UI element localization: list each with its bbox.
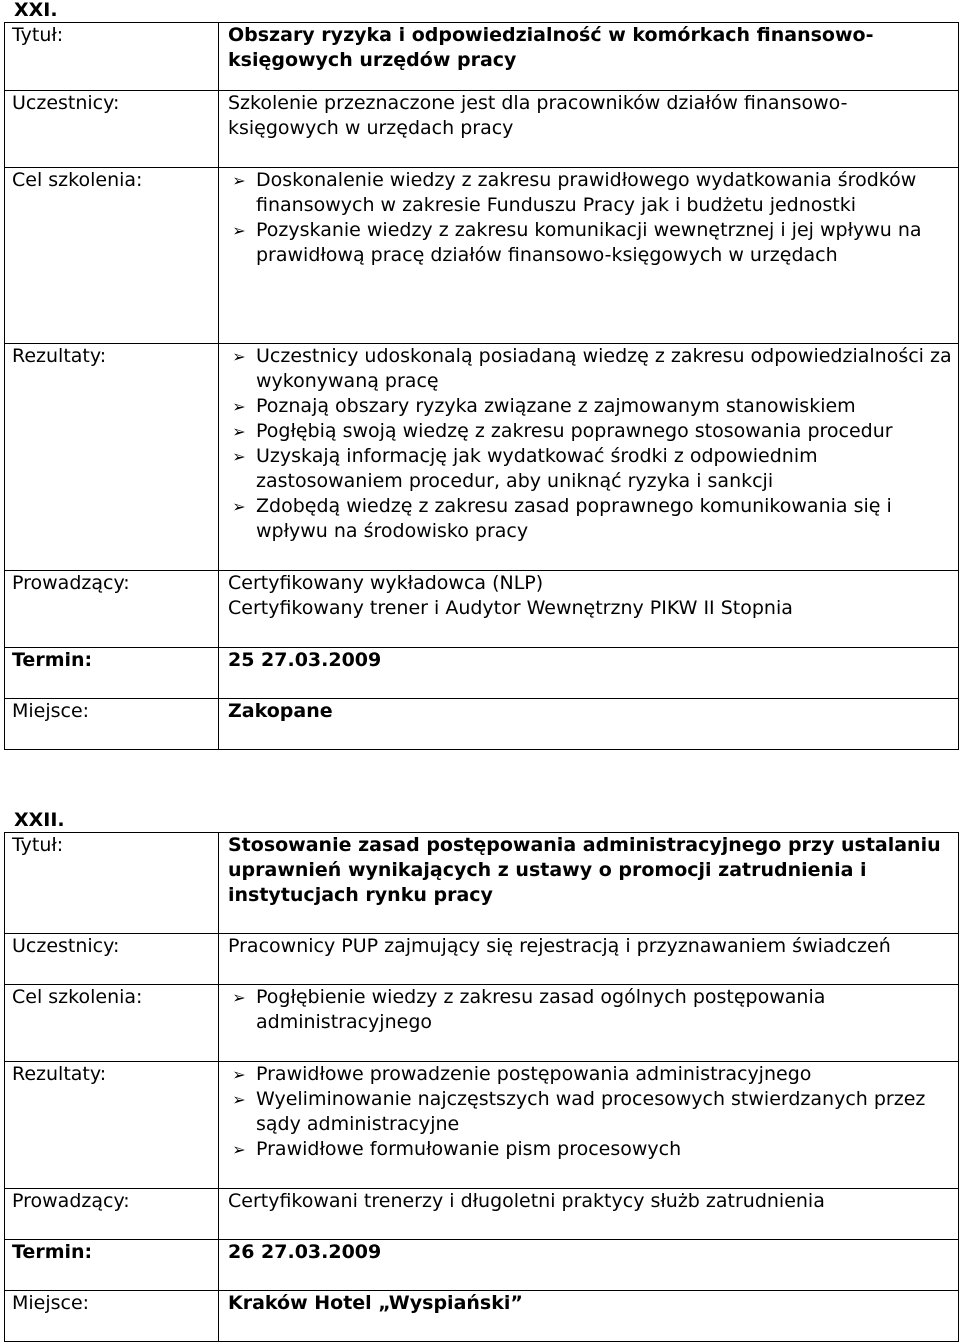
- goal-list-cell: [219, 168, 959, 344]
- label-goal: Cel szkolenia:: [5, 168, 219, 344]
- arrowhead-icon: ➢: [232, 397, 246, 416]
- label-trainer: Prowadzący:: [5, 571, 219, 648]
- list-item: ➢ Doskonalenie wiedzy z zakresu prawidłowego wydatkowania środków finansowych w zakresie Funduszu Pracy jak i budżetu jednostki: [228, 168, 958, 218]
- label-date: Termin:: [5, 1240, 219, 1291]
- list-item: ➢ Zdobędą wiedzę z zakresu zasad poprawnego komunikowania się i wpływu na środowisko pracy: [228, 494, 958, 544]
- arrowhead-icon: ➢: [232, 221, 246, 240]
- course-number: XXI.: [14, 0, 58, 21]
- results-list: [228, 1062, 958, 1162]
- participants-text: Pracownicy PUP zajmujący się rejestracją i przyznawaniem świadczeń: [219, 934, 959, 985]
- course-number: XXII.: [14, 809, 65, 831]
- label-goal: Cel szkolenia:: [5, 985, 219, 1062]
- participants-text: Szkolenie przeznaczone jest dla pracowników działów finansowo-księgowych w urzędach pracy: [219, 91, 959, 168]
- trainer-line: Certyfikowany wykładowca (NLP): [228, 572, 544, 594]
- list-item: ➢ Uzyskają informację jak wydatkować środki z odpowiednim zastosowaniem procedur, aby uniknąć ryzyka i sankcji: [228, 444, 958, 494]
- arrowhead-icon: ➢: [232, 447, 246, 466]
- trainer-line: Certyfikowany trener i Audytor Wewnętrzny PIKW II Stopnia: [228, 597, 793, 619]
- results-list: [228, 344, 958, 544]
- list-item: ➢ Prawidłowe prowadzenie postępowania administracyjnego: [228, 1062, 958, 1087]
- course-title: Obszary ryzyka i odpowiedzialność w komórkach finansowo-księgowych urzędów pracy: [219, 23, 959, 91]
- trainer-line: Certyfikowani trenerzy i długoletni praktycy służb zatrudnienia: [228, 1190, 825, 1212]
- goal-list: [228, 168, 958, 268]
- arrowhead-icon: ➢: [232, 1065, 246, 1084]
- arrowhead-icon: ➢: [232, 347, 246, 366]
- label-results: Rezultaty:: [5, 344, 219, 571]
- course-table: [4, 22, 959, 750]
- results-list-cell: [219, 344, 959, 571]
- course-place: Kraków Hotel „Wyspiański”: [219, 1291, 959, 1342]
- label-participants: Uczestnicy:: [5, 91, 219, 168]
- list-item: ➢ Uczestnicy udoskonalą posiadaną wiedzę z zakresu odpowiedzialności za wykonywaną pracę: [228, 344, 958, 394]
- arrowhead-icon: ➢: [232, 497, 246, 516]
- course-title: Stosowanie zasad postępowania administracyjnego przy ustalaniu uprawnień wynikających z ustawy o promocji zatrudnienia i instytucjach rynku pracy: [219, 833, 959, 934]
- label-title: Tytuł:: [5, 23, 219, 91]
- arrowhead-icon: ➢: [232, 1140, 246, 1159]
- course-section-xxii: [4, 810, 959, 1339]
- label-trainer: Prowadzący:: [5, 1189, 219, 1240]
- list-item: ➢ Pogłębienie wiedzy z zakresu zasad ogólnych postępowania administracyjnego: [228, 985, 958, 1035]
- arrowhead-icon: ➢: [232, 988, 246, 1007]
- course-place: Zakopane: [219, 699, 959, 750]
- arrowhead-icon: ➢: [232, 171, 246, 190]
- label-participants: Uczestnicy:: [5, 934, 219, 985]
- list-item: ➢ Pogłębią swoją wiedzę z zakresu poprawnego stosowania procedur: [228, 419, 958, 444]
- trainer-cell: [219, 1189, 959, 1240]
- label-results: Rezultaty:: [5, 1062, 219, 1189]
- arrowhead-icon: ➢: [232, 1090, 246, 1109]
- course-date: 25 27.03.2009: [219, 648, 959, 699]
- goal-list-cell: [219, 985, 959, 1062]
- results-list-cell: [219, 1062, 959, 1189]
- label-title: Tytuł:: [5, 833, 219, 934]
- list-item: ➢ Pozyskanie wiedzy z zakresu komunikacji wewnętrznej i jej wpływu na prawidłową pracę działów finansowo-księgowych w urzędach: [228, 218, 958, 268]
- goal-list: [228, 985, 958, 1035]
- list-item: ➢ Wyeliminowanie najczęstszych wad procesowych stwierdzanych przez sądy administracyjne: [228, 1087, 958, 1137]
- list-item: ➢ Prawidłowe formułowanie pism procesowych: [228, 1137, 958, 1162]
- label-date: Termin:: [5, 648, 219, 699]
- course-date: 26 27.03.2009: [219, 1240, 959, 1291]
- course-section-xxi: [4, 0, 959, 755]
- course-table: [4, 832, 959, 1342]
- label-place: Miejsce:: [5, 1291, 219, 1342]
- list-item: ➢ Poznają obszary ryzyka związane z zajmowanym stanowiskiem: [228, 394, 958, 419]
- label-place: Miejsce:: [5, 699, 219, 750]
- trainer-cell: [219, 571, 959, 648]
- arrowhead-icon: ➢: [232, 422, 246, 441]
